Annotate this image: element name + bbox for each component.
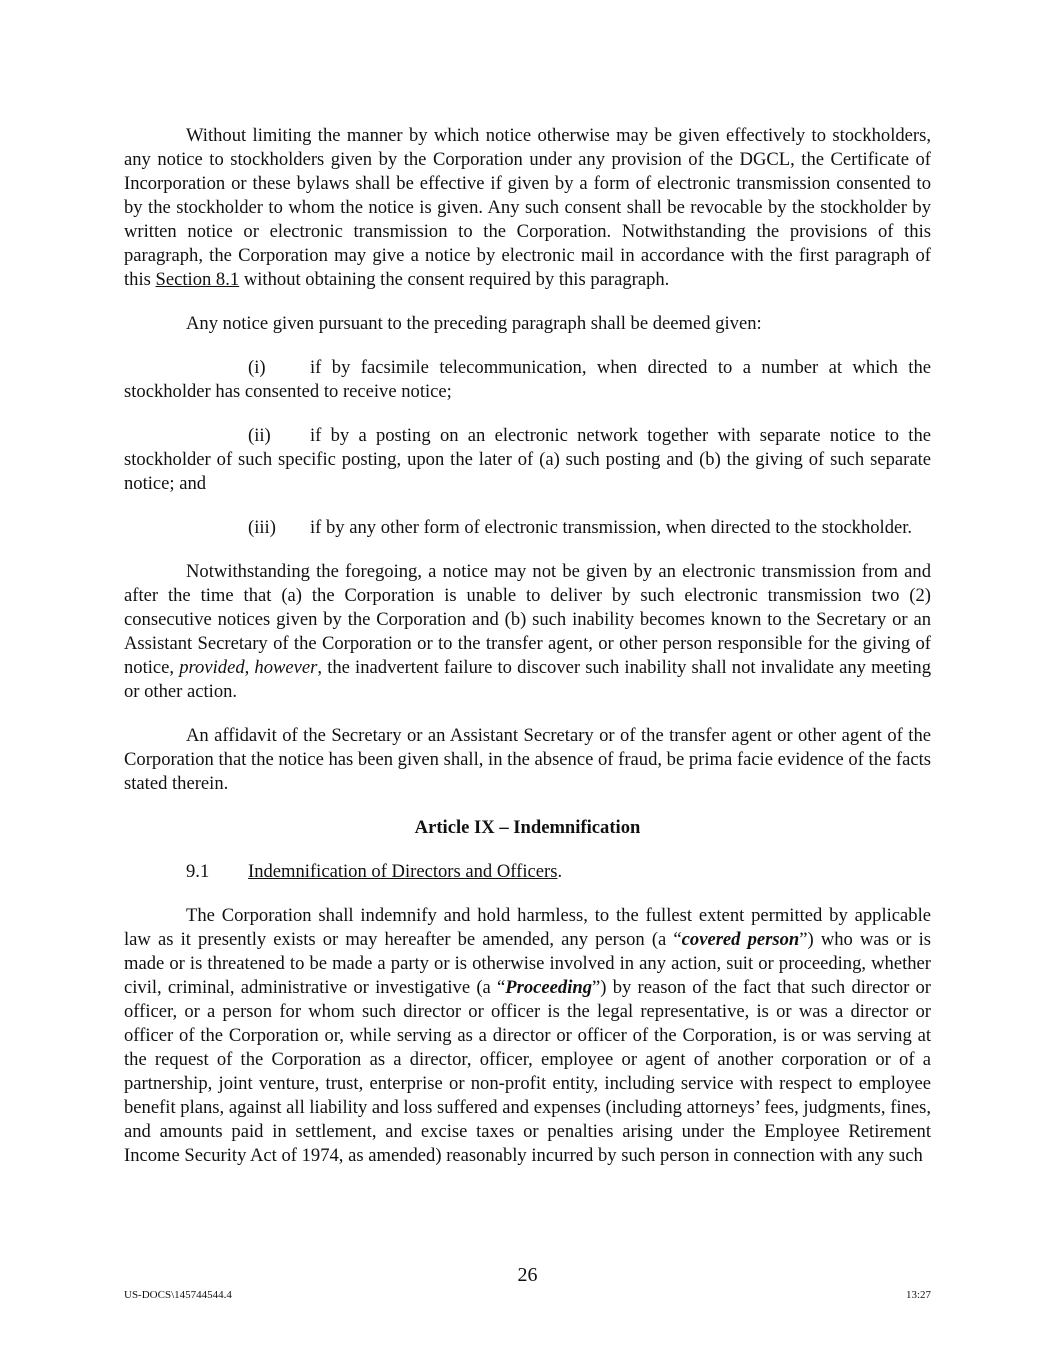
section-8-1-reference: Section 8.1: [155, 269, 240, 290]
section-title: Indemnification of Directors and Officers: [248, 861, 558, 882]
defined-term-proceeding: Proceeding: [505, 977, 593, 998]
list-item-number: (ii): [248, 425, 271, 446]
defined-term-covered-person: covered person: [681, 929, 800, 950]
paragraph-affidavit: An affidavit of the Secretary or an Assistant Secretary or of the transfer agent or other agent of the Corporation that the notice has been given shall, in the absence of fraud, be prima facie evidence of the facts stated therein.: [124, 725, 931, 794]
list-item-ii: (ii) if by a posting on an electronic network together with separate notice to the stockholder of such specific posting, upon the later of (a) such posting and (b) the giving of such separate notice; and: [124, 425, 931, 494]
article-heading: Article IX – Indemnification: [414, 817, 641, 838]
footer-time: 13:27: [905, 1289, 931, 1301]
list-item-number: (iii): [248, 517, 276, 538]
document-body: [124, 124, 931, 1188]
list-item-number: (i): [248, 357, 266, 378]
paragraph-deemed-given: Any notice given pursuant to the preceding paragraph shall be deemed given:: [186, 313, 762, 334]
section-number: 9.1: [186, 861, 210, 882]
list-item-iii: (iii) if by any other form of electronic transmission, when directed to the stockholder.: [248, 517, 913, 538]
paragraph-electronic-notice: Without limiting the manner by which notice otherwise may be given effectively to stockholders, any notice to stockholders given by the Corporation under any provision of the DGCL, the Certificate of Incorporation or these bylaws shall be effective if given by a form of electronic transmission consented to by the stockholder to whom the notice is given. Any such consent shall be revocable by the stockholder by written notice or electronic transmission to the Corporation. Notwithstanding the provisions of this paragraph, the Corporation may give a notice by electronic mail in accordance with the first paragraph of this Section 8.1 without obtaining the consent required by this paragraph.: [124, 125, 931, 290]
document-id: US-DOCS\145744544.4: [124, 1289, 232, 1301]
section-heading: 9.1 Indemnification of Directors and Officers.: [186, 861, 563, 882]
list-item-i: (i) if by facsimile telecommunication, when directed to a number at which the stockholder has consented to receive notice;: [124, 357, 931, 402]
paragraph-notwithstanding: Notwithstanding the foregoing, a notice may not be given by an electronic transmission from and after the time that (a) the Corporation is unable to deliver by such electronic transmission two (2) consecutive notices given by the Corporation and (b) such inability becomes known to the Secretary or an Assistant Secretary of the Corporation or to the transfer agent, or other person responsible for the giving of notice, provided, however, the inadvertent failure to discover such inability shall not invalidate any meeting or other action.: [124, 561, 931, 702]
page-number: 26: [517, 1264, 538, 1286]
paragraph-indemnification: The Corporation shall indemnify and hold harmless, to the fullest extent permitted by applicable law as it presently exists or may hereafter be amended, any person (a “covered person”) who was or is made or is threatened to be made a party or is otherwise involved in any action, suit or proceeding, whether civil, criminal, administrative or investigative (a “Proceeding”) by reason of the fact that such director or officer, or a person for whom such director or officer is the legal representative, is or was a director or officer of the Corporation or, while serving as a director or officer of the Corporation, is or was serving at the request of the Corporation as a director, officer, employee or agent of another corporation or of a partnership, joint venture, trust, enterprise or non-profit entity, including service with respect to employee benefit plans, against all liability and loss suffered and expenses (including attorneys’ fees, judgments, fines, and amounts paid in settlement, and excise taxes or penalties arising under the Employee Retirement Income Security Act of 1974, as amended) reasonably incurred by such person in connection with any such: [124, 905, 931, 1166]
